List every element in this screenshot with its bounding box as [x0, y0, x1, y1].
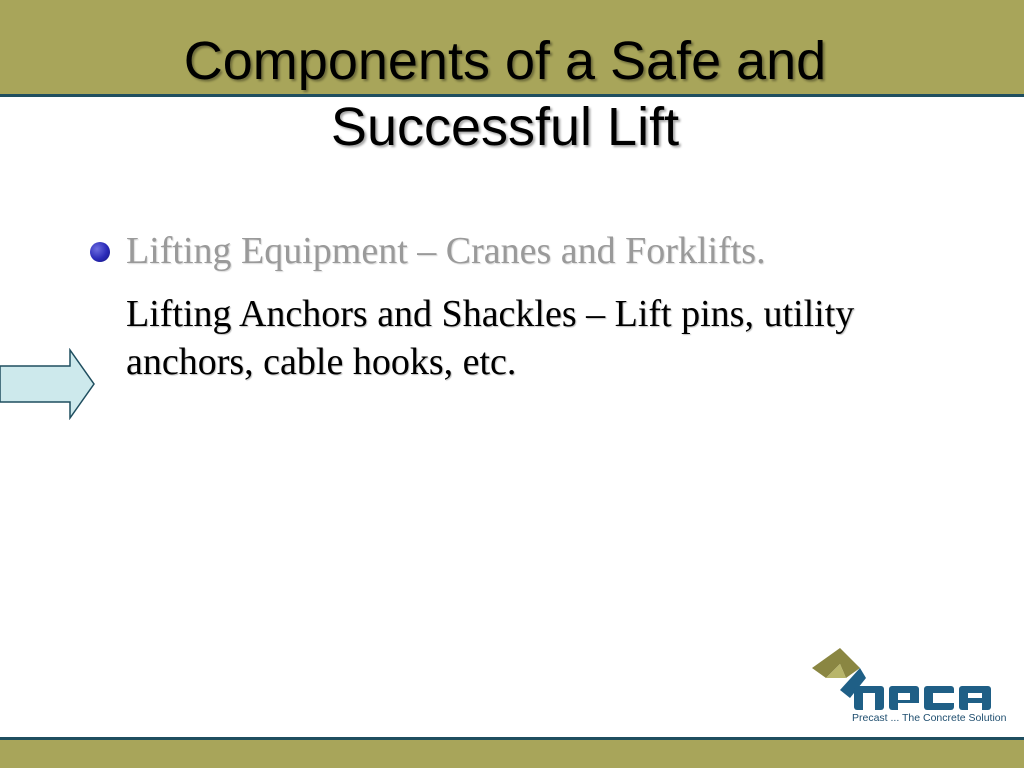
- bullet-dot-icon: [90, 242, 110, 262]
- slide-title-line-2: Successful Lift: [330, 97, 680, 157]
- footer-band: [0, 740, 1024, 768]
- right-arrow-icon: [0, 348, 96, 420]
- logo-tagline: Precast ... The Concrete Solution: [852, 712, 1007, 724]
- slide-title: [0, 28, 1010, 160]
- slide-title-line-1: Components of a Safe and: [183, 31, 827, 91]
- bullet-text-1: Lifting Equipment – Cranes and Forklifts.: [126, 230, 766, 272]
- bullet-text-2: Lifting Anchors and Shackles – Lift pins, utility anchors, cable hooks, etc.: [126, 293, 855, 383]
